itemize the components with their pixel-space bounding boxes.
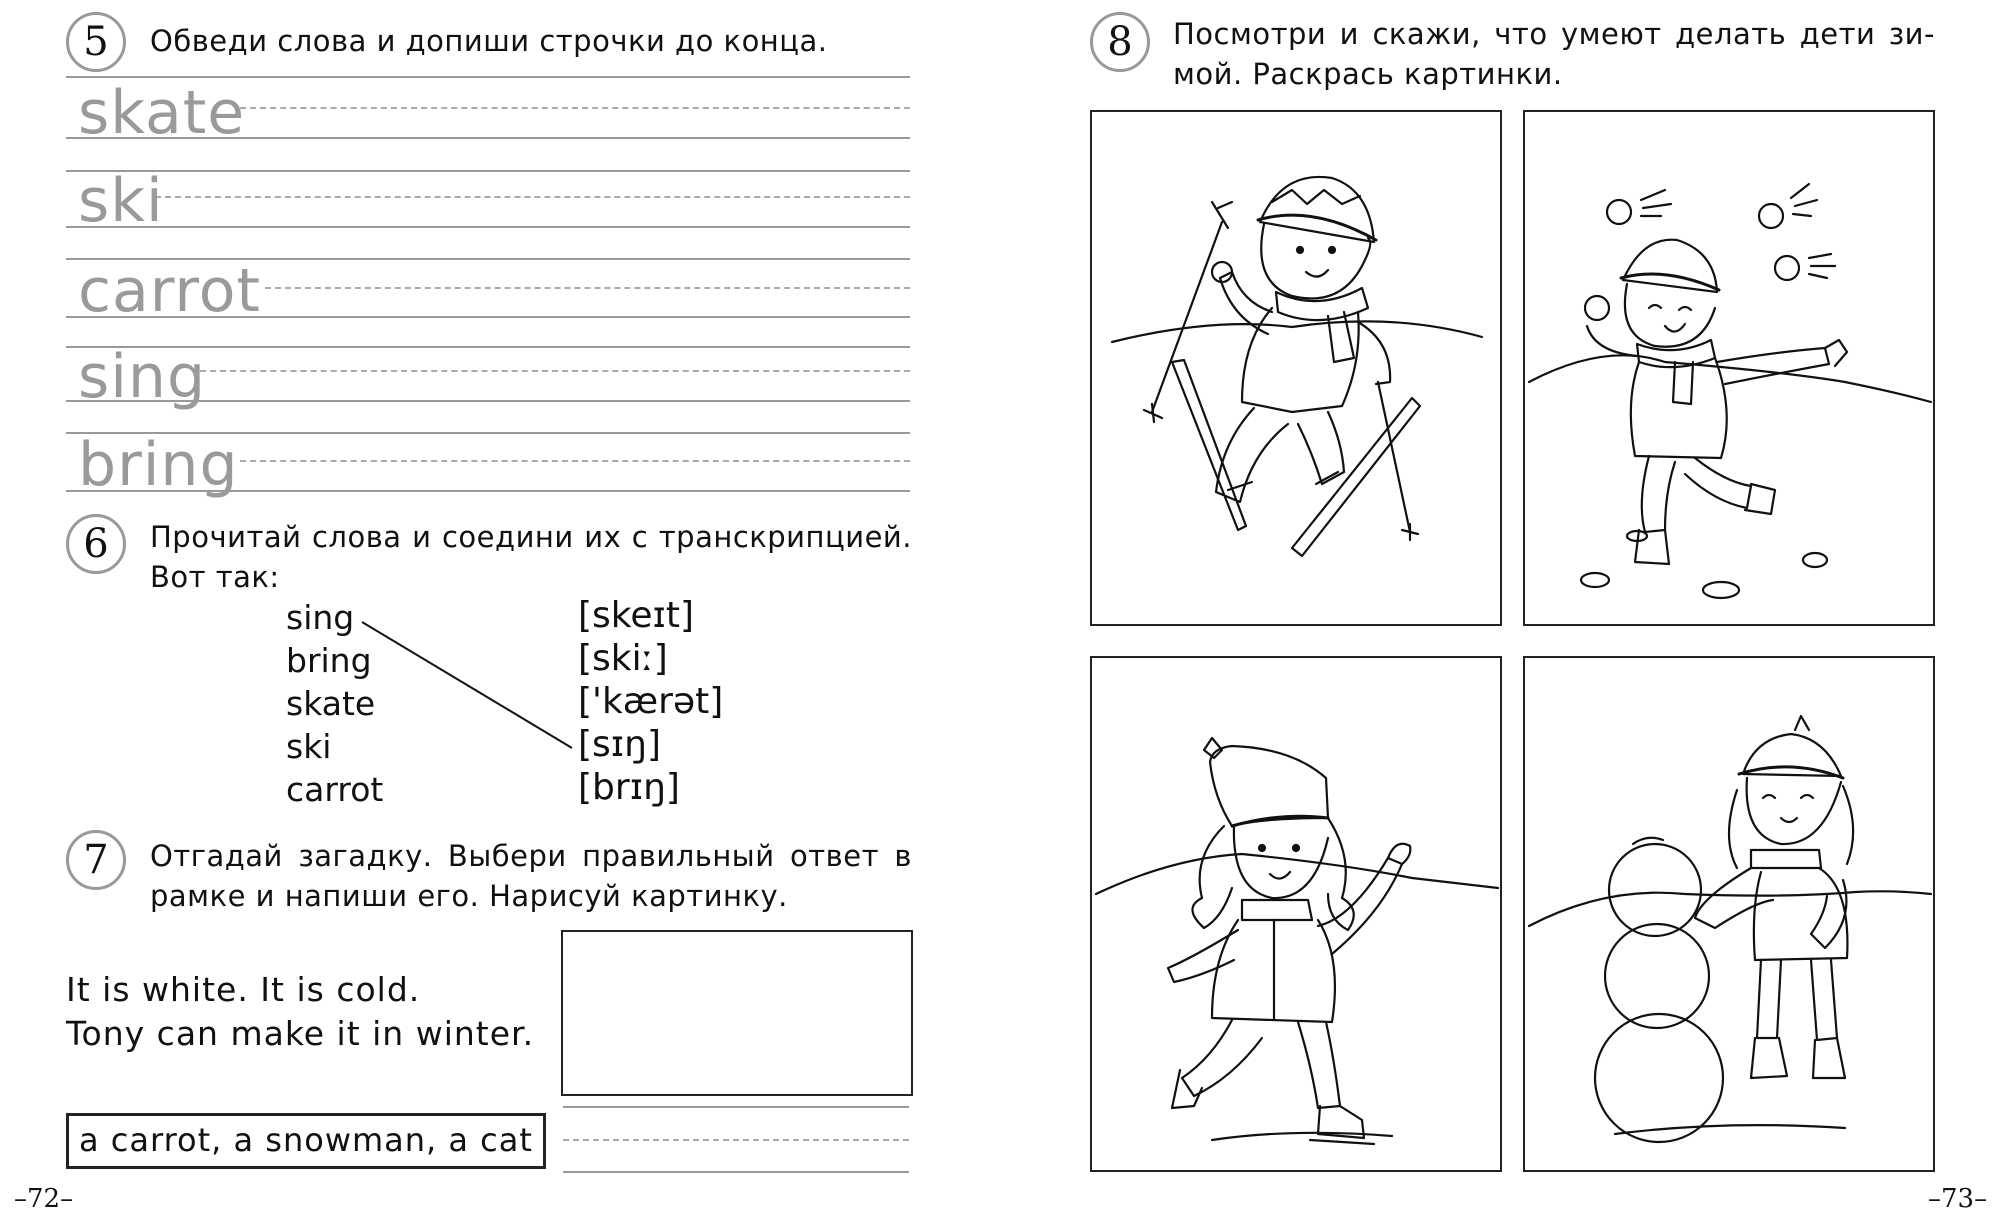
- exercise-7-instruction-line1: Отгадай загадку. Выбери правильный ответ в: [150, 839, 912, 873]
- page-number-right: –73–: [1928, 1184, 1988, 1214]
- picture-snowman-girl: [1523, 656, 1935, 1172]
- exercise-8-instruction-line1: Посмотри и скажи, что умеют делать дети зи-: [1173, 17, 1935, 51]
- trace-word-2: ski: [78, 166, 164, 236]
- drawing-box[interactable]: [561, 930, 913, 1096]
- transcription-2: [skiː]: [578, 638, 668, 679]
- exercise-6-number: 6: [66, 514, 126, 574]
- page-number-left: –72–: [14, 1184, 74, 1214]
- exercise-6-instruction-line1: Прочитай слова и соедини их с транскрипцией.: [150, 520, 912, 554]
- match-word-3: skate: [286, 684, 376, 723]
- riddle-line-1: It is white. It is cold.: [66, 970, 421, 1009]
- match-word-5: carrot: [286, 770, 384, 809]
- match-word-2: bring: [286, 641, 372, 680]
- answer-options: a carrot, a snowman, a cat: [79, 1121, 533, 1159]
- riddle-line-2: Tony can make it in winter.: [66, 1014, 535, 1053]
- transcription-4: [sɪŋ]: [578, 724, 662, 765]
- trace-word-3: carrot: [78, 256, 261, 326]
- trace-word-5: bring: [78, 430, 239, 500]
- picture-skiing-child: [1090, 110, 1502, 626]
- transcription-1: [skeɪt]: [578, 595, 695, 636]
- picture-skating-girl: [1090, 656, 1502, 1172]
- exercise-8-instruction-line2: мой. Раскрась картинки.: [1173, 57, 1563, 91]
- exercise-8-number: 8: [1090, 12, 1150, 72]
- picture-snowball-child: [1523, 110, 1935, 626]
- transcription-5: [brɪŋ]: [578, 767, 680, 808]
- match-word-4: ski: [286, 727, 332, 766]
- trace-word-4: sing: [78, 342, 207, 412]
- match-word-1: sing: [286, 598, 355, 637]
- answer-options-box: [66, 1113, 546, 1169]
- exercise-5-number: 5: [66, 12, 126, 72]
- exercise-7-number: 7: [66, 830, 126, 890]
- transcription-3: ['kærət]: [578, 681, 724, 722]
- trace-word-1: skate: [78, 78, 246, 148]
- exercise-5-instruction: Обведи слова и допиши строчки до конца.: [150, 24, 828, 58]
- exercise-7-instruction-line2: рамке и напиши его. Нарисуй картинку.: [150, 879, 788, 913]
- exercise-6-instruction-line2: Вот так:: [150, 560, 280, 594]
